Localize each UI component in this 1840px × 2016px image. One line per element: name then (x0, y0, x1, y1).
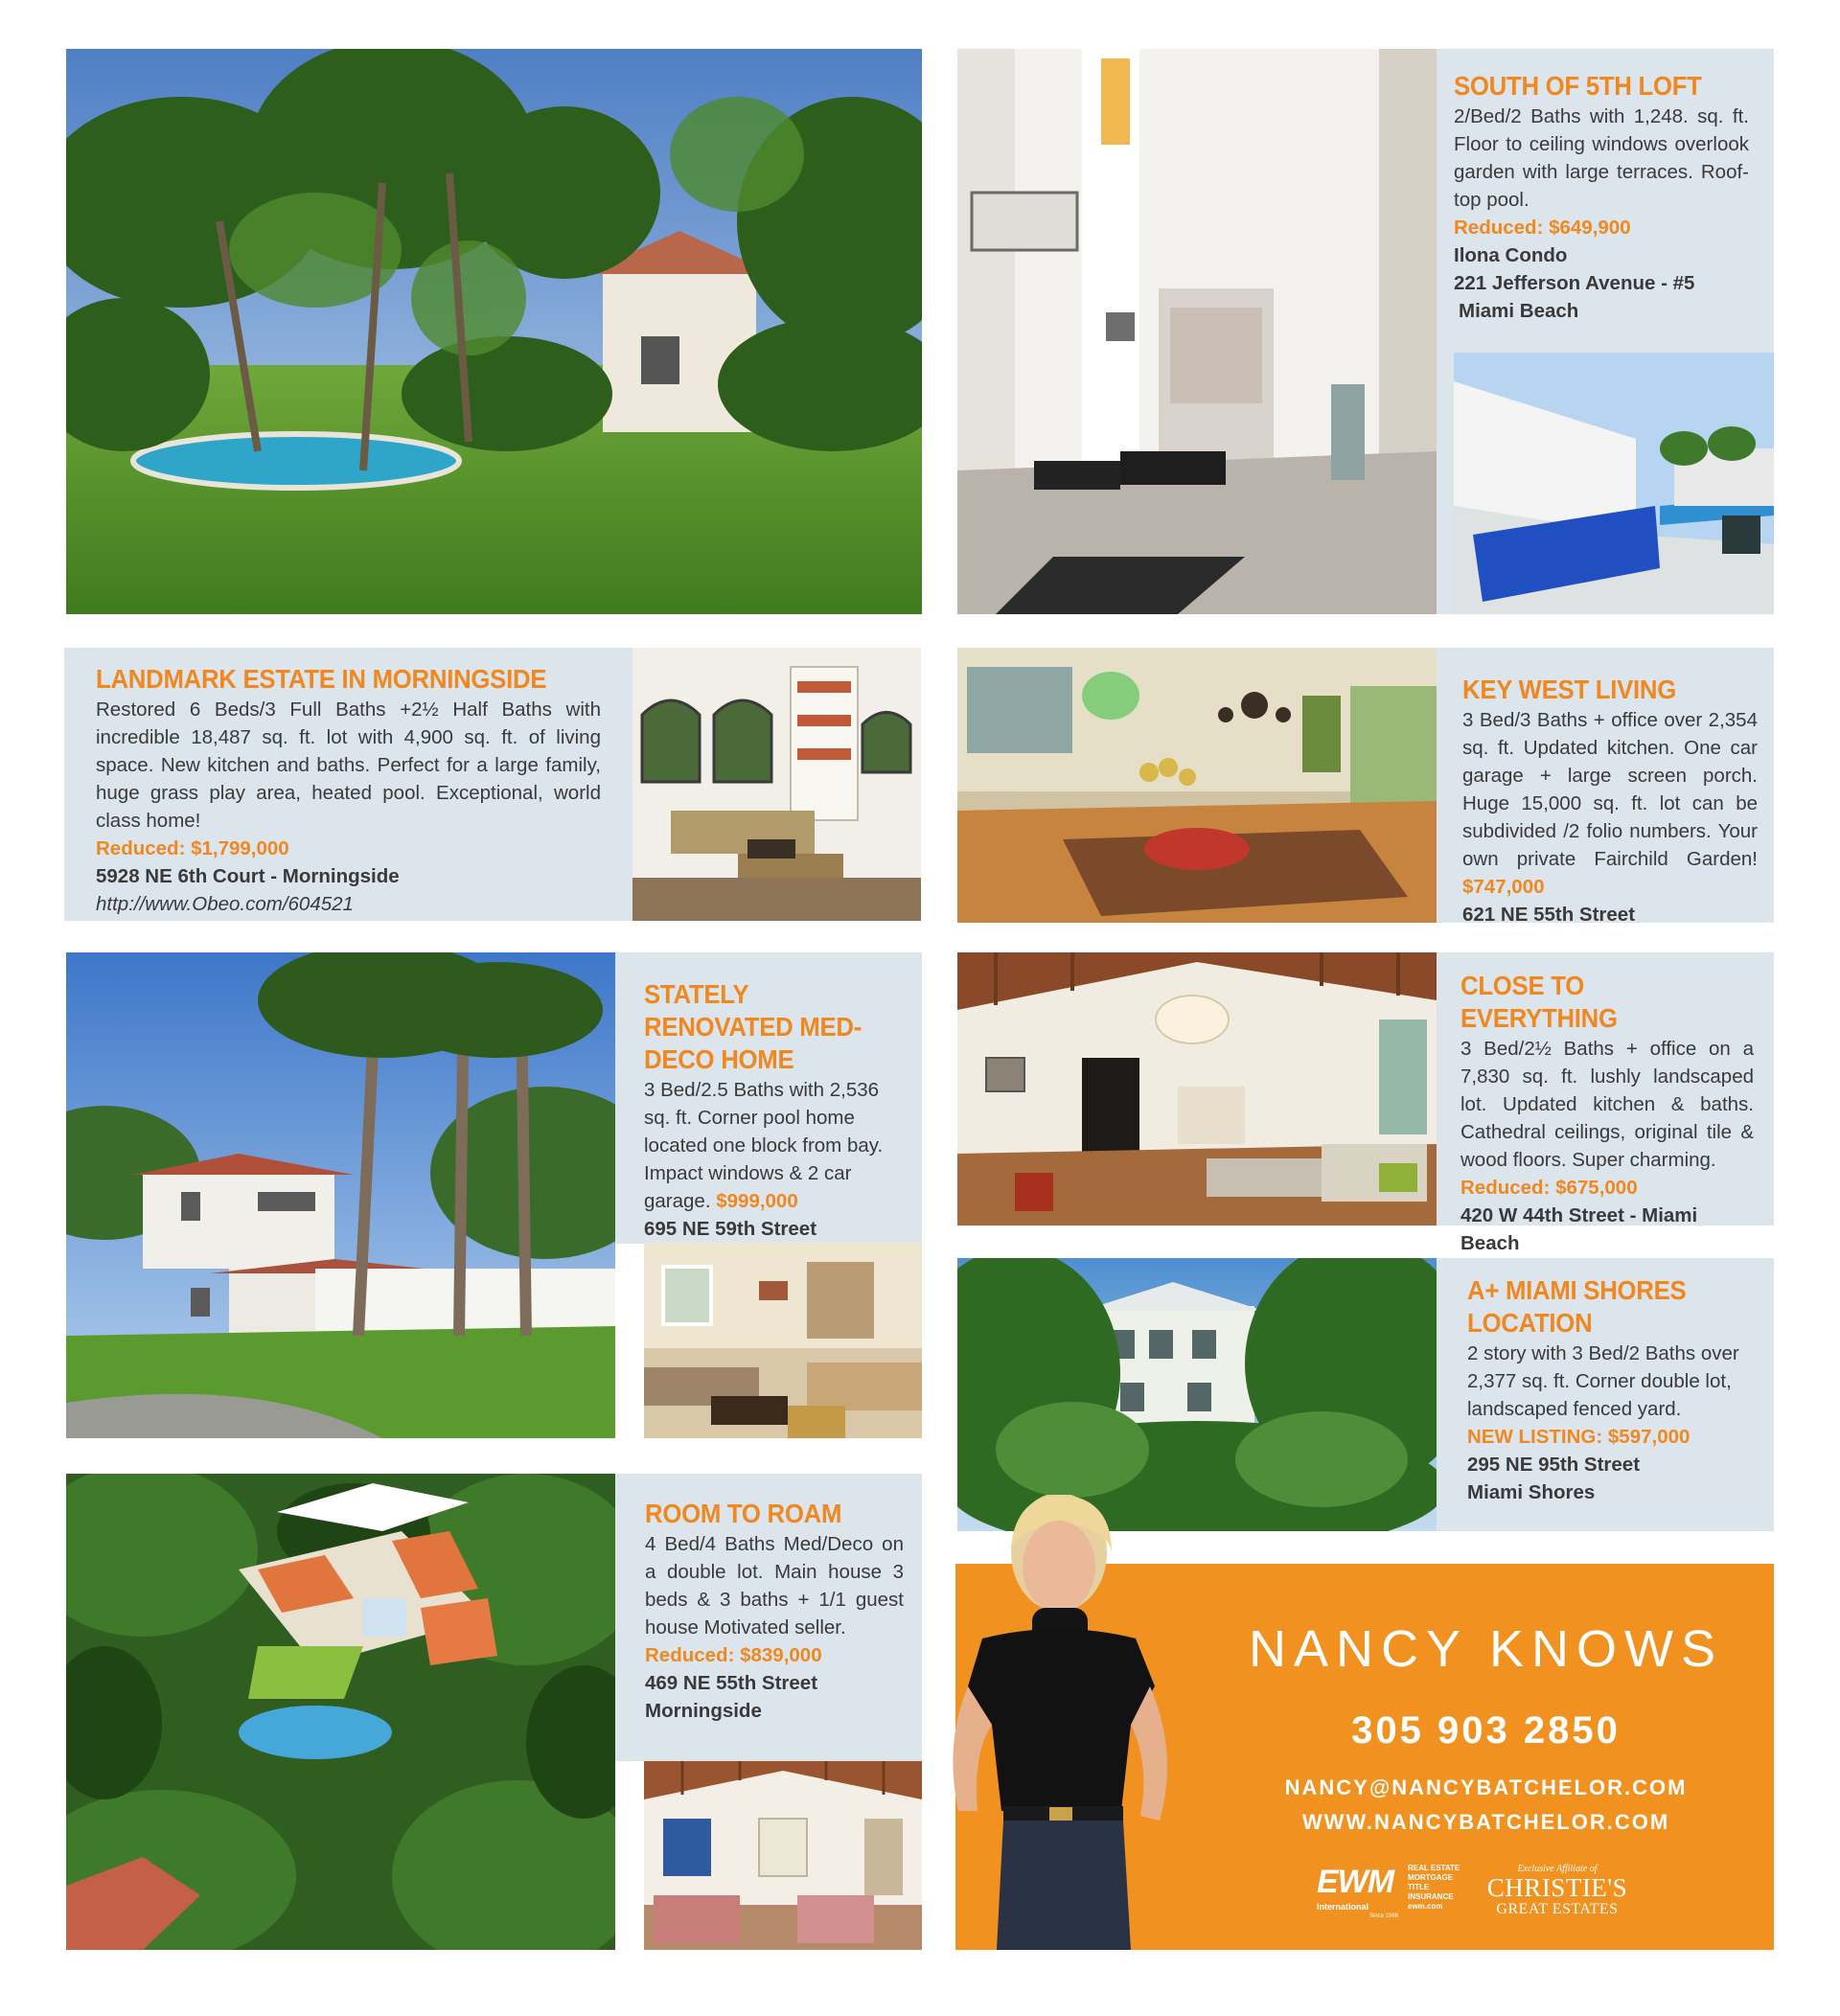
listing-area: Morningside (645, 1700, 762, 1722)
room-roam-text (645, 1498, 904, 1725)
listing-address: 221 Jefferson Avenue - #5 (1454, 272, 1695, 294)
listing-description: 2/Bed/2 Baths with 1,248. sq. ft. Floor to ceiling windows overlook garden with large terraces. Roof-top pool. (1454, 105, 1749, 211)
miami-shores-text (1467, 1274, 1755, 1506)
rooftop-pool-photo (1454, 353, 1774, 614)
ewm-service: ewm.com (1408, 1902, 1443, 1911)
listing-price: Reduced: $1,799,000 (96, 837, 289, 859)
key-west-text (1462, 674, 1758, 928)
agent-phone[interactable]: 305 903 2850 (1351, 1709, 1621, 1752)
ewm-service: MORTGAGE (1408, 1873, 1454, 1882)
listing-price: Reduced: $649,900 (1454, 217, 1631, 239)
landmark-text (96, 663, 601, 918)
ewm-since: Since 1986 (1369, 1913, 1399, 1919)
ewm-service: INSURANCE (1408, 1892, 1454, 1901)
listing-description: 2 story with 3 Bed/2 Baths over 2,377 sq. ft. Corner double lot, landscaped fenced yard. (1467, 1342, 1739, 1420)
listing-description: Restored 6 Beds/3 Full Baths +2½ Half Baths with incredible 18,487 sq. ft. lot with 4,900 sq. ft. of living space. New kitchen and baths. Perfect for a large family, huge grass play area, heated pool. Exceptional, world class home! (96, 699, 601, 832)
listing-address: 295 NE 95th Street (1467, 1454, 1641, 1476)
agent-portrait (915, 1495, 1222, 1950)
listing-description: 4 Bed/4 Baths Med/Deco on a double lot. Main house 3 beds & 3 baths + 1/1 guest house Motivated seller. (645, 1533, 904, 1638)
stately-living-room-photo (644, 1243, 922, 1438)
south-5th-text (1454, 70, 1749, 325)
listing-price: Reduced: $839,000 (645, 1644, 822, 1666)
ewm-mark: EWM (1317, 1864, 1394, 1900)
listing-title: SOUTH OF 5TH LOFT (1454, 71, 1702, 101)
ewm-logo (1317, 1864, 1460, 1931)
listing-area: Miami Shores (1467, 1481, 1596, 1503)
listing-address: 5928 NE 6th Court - Morningside (96, 865, 400, 887)
ewm-service: REAL ESTATE (1408, 1864, 1460, 1872)
ewm-service: TITLE (1408, 1883, 1430, 1891)
close-text (1460, 970, 1754, 1257)
listing-title: CLOSE TO EVERYTHING (1460, 971, 1618, 1033)
ewm-international: International (1317, 1902, 1369, 1912)
listing-description-text: 3 Bed/3 Baths + office over 2,354 sq. ft. Updated kitchen. One car garage + large screen porch. Huge 15,000 sq. ft. lot can be subdivided /2 folio numbers. Your own private Fairchild Garden! (1462, 709, 1758, 870)
listing-title: A+ MIAMI SHORES LOCATION (1467, 1275, 1687, 1338)
listing-price: Reduced: $675,000 (1460, 1177, 1638, 1199)
listing-price: $999,000 (716, 1190, 798, 1212)
agent-contact (1198, 1619, 1774, 1835)
room-roam-interior-photo (644, 1761, 922, 1950)
listing-address: 420 W 44th Street - Miami Beach (1460, 1204, 1698, 1254)
christies-logo (1476, 1864, 1639, 1931)
cathedral-ceiling-living-room-photo (957, 952, 1437, 1226)
listing-address: 695 NE 59th Street (644, 1218, 817, 1240)
listing-title: ROOM TO ROAM (645, 1499, 842, 1528)
aerial-estate-photo (66, 1474, 615, 1950)
miami-shores-house-photo (957, 1258, 1437, 1531)
listing-title: KEY WEST LIVING (1462, 675, 1676, 704)
christies-sub: GREAT ESTATES (1496, 1901, 1619, 1917)
listing-city: Miami Beach (1459, 300, 1579, 322)
listing-description (1462, 706, 1758, 901)
living-room-arched-windows-photo (632, 648, 921, 921)
ewm-services (1408, 1864, 1460, 1912)
agent-name: NANCY KNOWS (1248, 1620, 1724, 1678)
listing-price: NEW LISTING: $597,000 (1467, 1426, 1690, 1448)
christies-name: CHRISTIE'S (1486, 1873, 1628, 1902)
estate-garden-photo (66, 49, 922, 614)
listing-url[interactable]: http://www.Obeo.com/604521 (96, 893, 354, 915)
med-deco-home-photo (66, 952, 615, 1438)
listing-description (644, 1076, 905, 1215)
listing-building: Ilona Condo (1454, 244, 1568, 266)
listing-description-text: 3 Bed/2.5 Baths with 2,536 sq. ft. Corner pool home located one block from bay. Impact windows & 2 car garage. (644, 1079, 884, 1212)
key-west-kitchen-photo (957, 648, 1437, 923)
listing-price: $747,000 (1462, 876, 1545, 898)
christies-affiliate: Exclusive Affiliate of (1517, 1864, 1598, 1874)
loft-interior-photo (957, 49, 1437, 614)
stately-text (644, 978, 905, 1271)
listing-title: LANDMARK ESTATE IN MORNINGSIDE (96, 664, 547, 694)
listing-description: 3 Bed/2½ Baths + office on a 7,830 sq. ft. lushly landscaped lot. Updated kitchen & baths. Cathedral ceilings, original tile & wood floors. Super charming. (1460, 1038, 1754, 1171)
listing-title: STATELY RENOVATED MED-DECO HOME (644, 979, 862, 1074)
listing-address: 621 NE 55th Street (1462, 904, 1636, 926)
agent-website[interactable]: WWW.NANCYBATCHELOR.COM (1301, 1810, 1670, 1834)
listing-address: 469 NE 55th Street (645, 1672, 818, 1694)
agent-email[interactable]: NANCY@NANCYBATCHELOR.COM (1284, 1775, 1688, 1799)
